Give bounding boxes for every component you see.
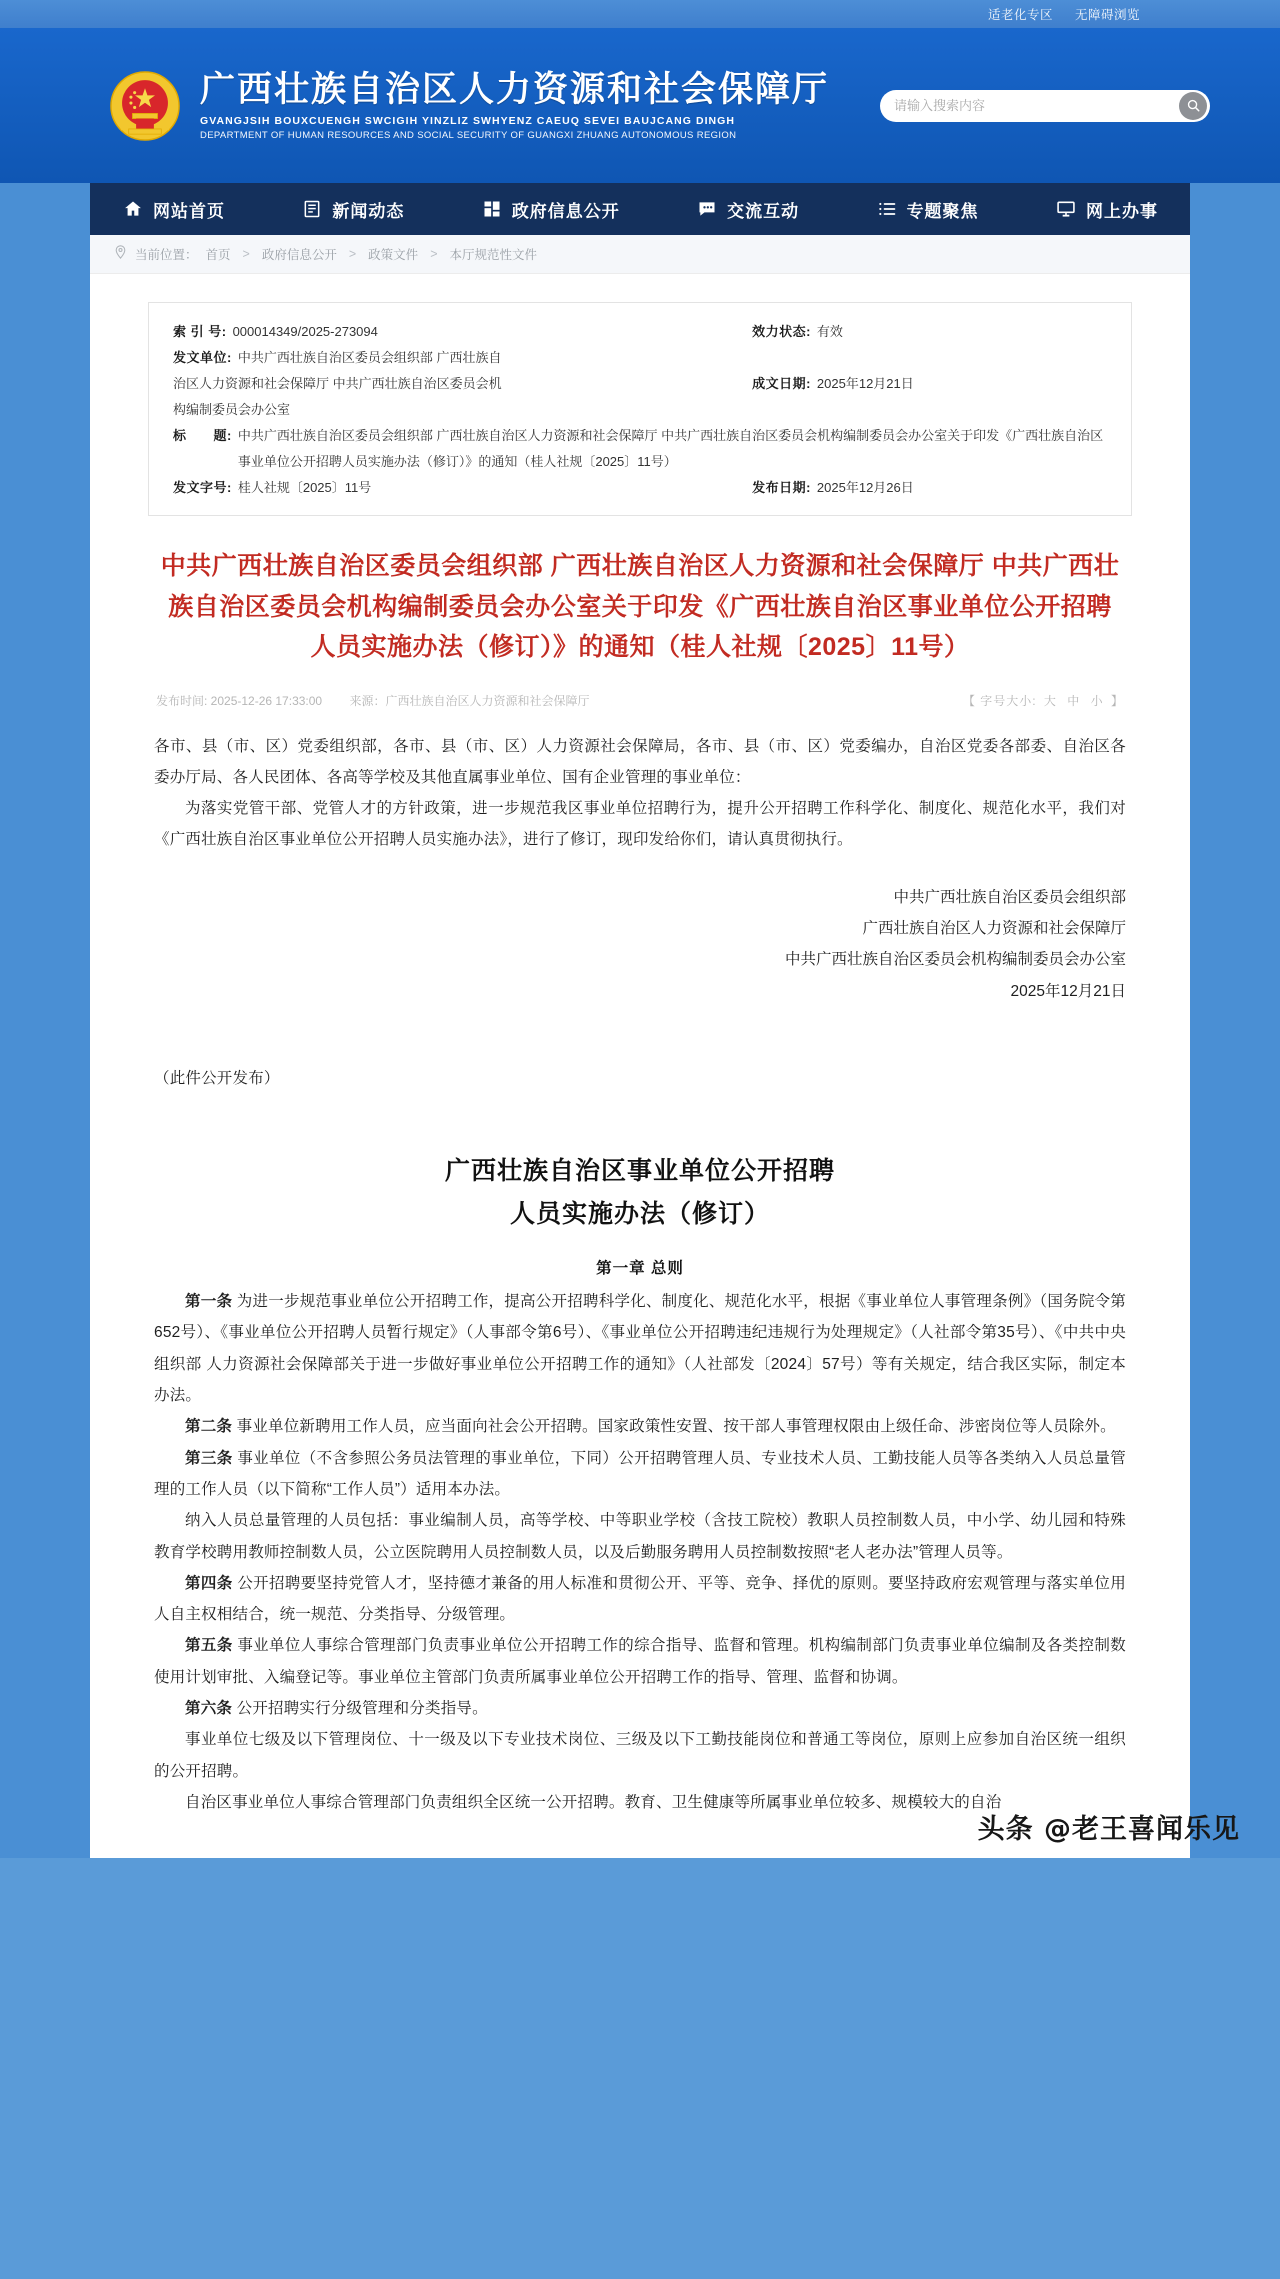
font-size-close-bracket: 】 <box>1110 693 1124 708</box>
breadcrumb <box>90 235 1190 274</box>
breadcrumb-item-policy-docs[interactable]: 政策文件 <box>368 248 419 262</box>
search-button[interactable] <box>1179 92 1207 120</box>
top-utility-bar <box>0 0 1280 28</box>
main-navigation <box>90 183 1190 235</box>
chat-icon <box>696 198 718 220</box>
document-title-line2: 人员实施办法（修订） <box>509 1200 770 1229</box>
article-clause <box>154 1630 1126 1693</box>
article-clause <box>154 1286 1126 1411</box>
site-title-en: DEPARTMENT OF HUMAN RESOURCES AND SOCIAL SECURITY OF GUANGXI ZHUANG AUTONOMOUS REGION <box>200 129 737 141</box>
spacer <box>154 856 1126 882</box>
list-icon <box>876 198 898 220</box>
article-clause <box>154 1693 1126 1724</box>
clause-text: 为进一步规范事业单位公开招聘工作，提高公开招聘科学化、制度化、规范化水平，根据《事业单位人事管理条例》（国务院令第652号）、《事业单位公开招聘人员暂行规定》（人事部令第6号）、《事业单位公开招聘违纪违规行为处理规定》（人社部令第35号）、《中共中央组织部 人力资源社会保障部关于进一步做好事业单位公开招聘工作的通知》（人社部发〔2024〕57号）等有关规定，结合我区实际，制定本办法。 <box>154 1293 1126 1405</box>
publish-info-bar <box>146 692 1134 723</box>
article-container <box>90 274 1190 1858</box>
metadata-label-formed-date: 成文日期: <box>752 376 811 391</box>
clause-text: 公开招聘实行分级管理和分类指导。 <box>236 1700 488 1718</box>
metadata-value-status: 有效 <box>816 324 843 339</box>
publish-time: 发布时间: 2025-12-26 17:33:00 <box>156 693 323 708</box>
location-pin-icon <box>114 245 127 263</box>
signature-org-1: 中共广西壮族自治区委员会组织部 <box>893 888 1126 906</box>
article-body <box>132 723 1148 1859</box>
site-title-zhuang: GVANGJSIH BOUXCUENGH SWCIGIH YINZLIZ SWHYENZ CAEUQ SEVEI BAUJCANG DINGH <box>200 114 736 127</box>
metadata-value-docnum: 桂人社规〔2025〕11号 <box>237 480 372 495</box>
signature-date: 2025年12月21日 <box>1010 982 1126 1000</box>
clause-text: 事业单位人事综合管理部门负责事业单位公开招聘工作的综合指导、监督和管理。机构编制部门负责事业单位编制及各类控制数使用计划审批、入编登记等。事业单位主管部门负责所属事业单位公开招聘工作的指导、管理、监督和协调。 <box>154 1637 1126 1686</box>
spacer <box>154 1007 1126 1063</box>
nav-item-gov-info[interactable] <box>481 197 620 222</box>
breadcrumb-item-current[interactable]: 本厅规范性文件 <box>449 248 538 262</box>
nav-item-online-service[interactable] <box>1055 197 1158 222</box>
national-emblem-icon <box>108 69 182 143</box>
font-size-medium-button[interactable]: 中 <box>1067 693 1081 708</box>
metadata-value-title: 中共广西壮族自治区委员会组织部 广西壮族自治区人力资源和社会保障厅 中共广西壮族自治区委员会机构编制委员会办公室关于印发《广西壮族自治区事业单位公开招聘人员实施办法（修订）》的通知（桂人社规〔2025〕11号） <box>237 428 1104 469</box>
spacer <box>154 1094 1126 1150</box>
clause-text: 自治区事业单位人事综合管理部门负责组织全区统一公开招聘。教育、卫生健康等所属事业单位较多、规模较大的自治 <box>185 1793 1002 1811</box>
metadata-label-docnum: 发文字号: <box>173 480 232 495</box>
breadcrumb-item-gov-info[interactable]: 政府信息公开 <box>261 248 337 262</box>
content-card <box>90 235 1190 1858</box>
metadata-value-issuer-line1: 中共广西壮族自治区委员会组织部 广西壮族自 <box>237 350 502 365</box>
clause-number: 第六条 <box>185 1700 233 1718</box>
metadata-value-pubdate: 2025年12月26日 <box>816 480 914 495</box>
publish-source: 来源：广西壮族自治区人力资源和社会保障厅 <box>349 693 590 708</box>
clause-text: 公开招聘要坚持党管人才，坚持德才兼备的用人标准和贯彻公开、平等、竞争、择优的原则。要坚持政府宏观管理与落实单位用人自主权相结合，统一规范、分类指导、分级管理。 <box>154 1574 1126 1624</box>
metadata-row-title <box>173 423 1107 475</box>
home-icon <box>122 198 144 220</box>
nav-item-topics[interactable] <box>876 197 979 222</box>
breadcrumb-separator: > <box>348 247 357 261</box>
nav-label-news: 新闻动态 <box>332 201 405 221</box>
metadata-row-docnum <box>173 475 1107 501</box>
metadata-value-index: 000014349/2025-273094 <box>232 324 378 339</box>
breadcrumb-separator: > <box>430 247 438 261</box>
news-icon <box>301 198 323 220</box>
clause-number: 第四条 <box>185 1574 233 1592</box>
clause-text: 事业单位新聘用工作人员，应当面向社会公开招聘。国家政策性安置、按干部人事管理权限由上级任命、涉密岗位等人员除外。 <box>236 1418 1116 1436</box>
nav-label-interaction: 交流互动 <box>727 201 800 221</box>
clause-text: 纳入人员总量管理的人员包括：事业编制人员，高等学校、中等职业学校（含技工院校）教职人员控制数人员，中小学、幼儿园和特殊教育学校聘用教师控制数人员，公立医院聘用人员控制数人员，以及后勤服务聘用人员控制数按照“老人老办法”管理人员等。 <box>154 1512 1126 1561</box>
article-intro: 为落实党管干部、党管人才的方针政策，进一步规范我区事业单位招聘行为，提升公开招聘工作科学化、制度化、规范化水平，我们对《广西壮族自治区事业单位公开招聘人员实施办法》，进行了修订，现印发给你们，请认真贯彻执行。 <box>154 800 1126 849</box>
clause-number: 第三条 <box>185 1449 233 1467</box>
search-box[interactable] <box>880 90 1210 122</box>
signature-org-2: 广西壮族自治区人力资源和社会保障厅 <box>862 919 1126 937</box>
nav-label-gov-info: 政府信息公开 <box>511 201 620 221</box>
site-masthead <box>0 28 1280 183</box>
clause-text: 事业单位（不含参照公务员法管理的事业单位，下同）公开招聘管理人员、专业技术人员、工勤技能人员等各类纳入人员总量管理的工作人员（以下简称“工作人员”）适用本办法。 <box>154 1449 1126 1498</box>
metadata-value-issuer-line2: 治区人力资源和社会保障厅 中共广西壮族自治区委员会机 <box>173 376 502 391</box>
metadata-row-issuer-cont2 <box>173 397 1107 423</box>
article-clause <box>154 1724 1126 1787</box>
metadata-label-index: 索 引 号: <box>173 324 227 339</box>
breadcrumb-item-home[interactable]: 首页 <box>205 248 231 262</box>
clause-text: 事业单位七级及以下管理岗位、十一级及以下专业技术岗位、三级及以下工勤技能岗位和普通工等岗位，原则上应参加自治区统一组织的公开招聘。 <box>154 1731 1126 1780</box>
nav-item-home[interactable] <box>122 197 225 222</box>
watermark: 头条 @老王喜闻乐见 <box>977 1814 1240 1846</box>
metadata-row-issuer <box>173 345 1107 371</box>
article-clause <box>154 1443 1126 1506</box>
breadcrumb-prefix: 当前位置： <box>135 248 198 262</box>
public-release-note: （此件公开发布） <box>154 1069 280 1087</box>
font-size-label: 【 字号大小: <box>962 693 1037 708</box>
page-title: 中共广西壮族自治区委员会组织部 广西壮族自治区人力资源和社会保障厅 中共广西壮族自治区委员会机构编制委员会办公室关于印发《广西壮族自治区事业单位公开招聘人员实施办法（修订）》的通知（桂人社规〔2025〕11号） <box>160 552 1120 661</box>
clause-number: 第五条 <box>185 1637 233 1655</box>
search-input[interactable] <box>880 91 1179 121</box>
article-clause <box>154 1505 1126 1568</box>
font-size-small-button[interactable]: 小 <box>1090 693 1104 708</box>
signature-org-3: 中共广西壮族自治区委员会机构编制委员会办公室 <box>784 951 1126 969</box>
nav-item-interaction[interactable] <box>696 197 799 222</box>
breadcrumb-separator: > <box>242 247 250 261</box>
document-metadata-table <box>148 302 1132 516</box>
metadata-value-issuer-line3: 构编制委员会办公室 <box>173 402 291 417</box>
article-clause <box>154 1411 1126 1442</box>
document-title-line1: 广西壮族自治区事业单位公开招聘 <box>444 1157 835 1186</box>
topbar-link-accessibility[interactable]: 无障碍浏览 <box>1074 8 1140 22</box>
topbar-link-elderly[interactable]: 适老化专区 <box>987 8 1053 22</box>
metadata-row-issuer-cont <box>173 371 1107 397</box>
nav-label-topics: 专题聚焦 <box>906 201 979 221</box>
metadata-label-pubdate: 发布日期: <box>752 480 811 495</box>
clause-number: 第二条 <box>185 1418 233 1436</box>
chapter-heading-1: 第一章 总则 <box>596 1260 684 1278</box>
metadata-label-status: 效力状态: <box>752 324 811 339</box>
metadata-label-title: 标 题: <box>173 428 232 443</box>
clause-number: 第一条 <box>185 1293 233 1311</box>
monitor-icon <box>1055 198 1077 220</box>
font-size-large-button[interactable]: 大 <box>1043 693 1057 708</box>
nav-label-online-service: 网上办事 <box>1085 201 1158 221</box>
article-addressee: 各市、县（市、区）党委组织部，各市、县（市、区）人力资源社会保障局，各市、县（市、区）党委编办，自治区党委各部委、自治区各委办厅局、各人民团体、各高等学校及其他直属事业单位、国有企业管理的事业单位： <box>154 737 1126 786</box>
article-clause <box>154 1568 1126 1631</box>
metadata-value-formed-date: 2025年12月21日 <box>816 376 914 391</box>
nav-label-home: 网站首页 <box>153 201 225 221</box>
metadata-row-index <box>173 319 1107 345</box>
search-icon <box>1186 98 1201 113</box>
site-title-cn: 广西壮族自治区人力资源和社会保障厅 <box>200 70 830 110</box>
metadata-label-issuer: 发文单位: <box>173 350 232 365</box>
grid-icon <box>481 198 503 220</box>
nav-item-news[interactable] <box>301 197 404 222</box>
font-size-controls <box>963 692 1124 709</box>
